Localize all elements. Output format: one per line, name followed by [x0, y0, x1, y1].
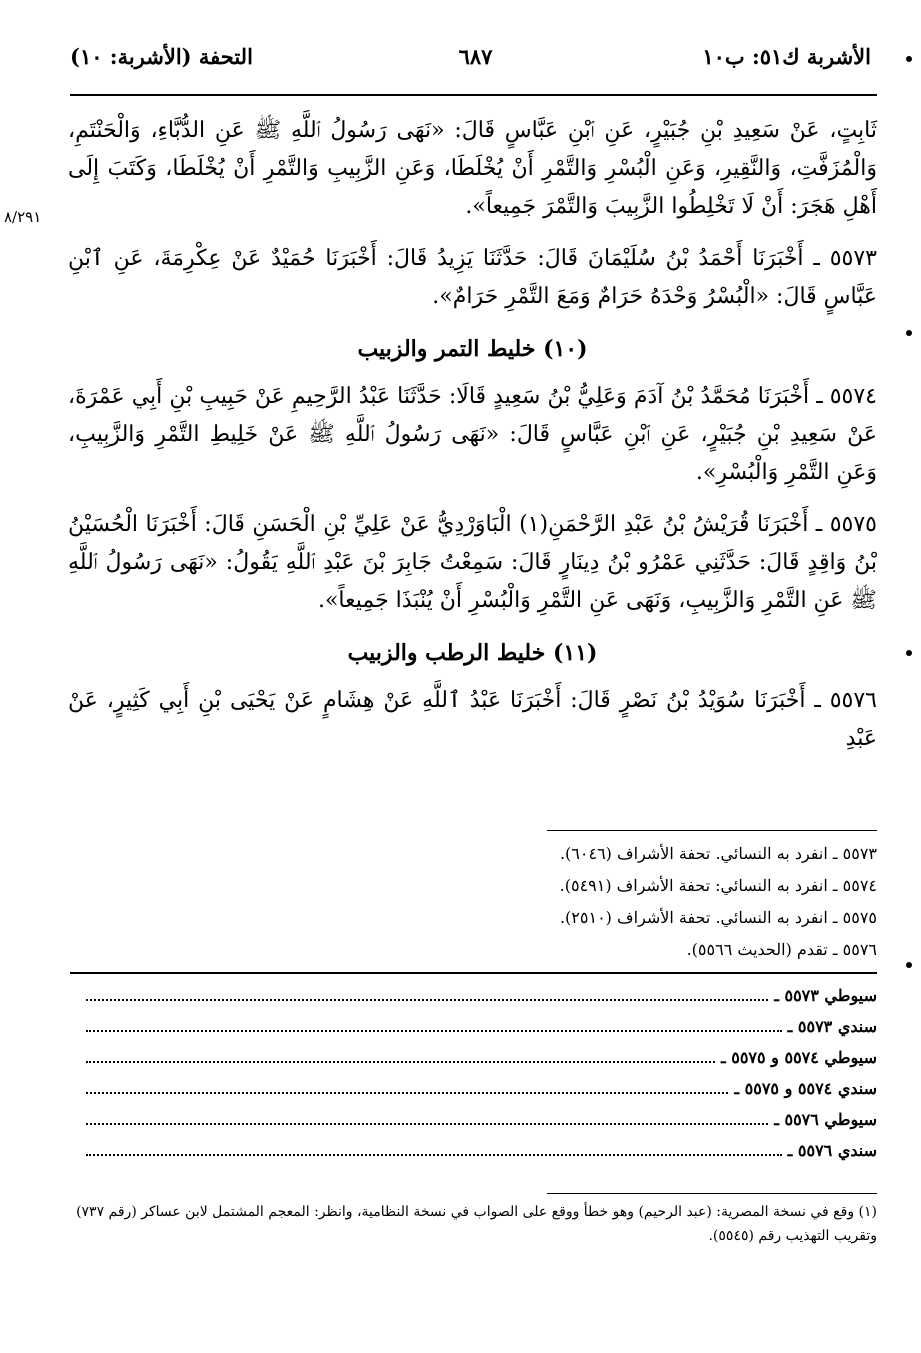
page-number: ٦٨٧ — [458, 44, 493, 69]
hadith-paragraph: ثَابِتٍ، عَنْ سَعِيدِ بْنِ جُبَيْرٍ، عَنِ ٱبْنِ عَبَّاسٍ قَالَ: «نَهَى رَسُولُ ٱللَّهِ ﷺ عَنِ الدُّبَّاءِ، وَالْحَنْتَمِ، وَالْمُزَفَّتِ، وَالنَّقِيرِ، وَعَنِ الْبُسْرِ وَالتَّمْرِ أَنْ يُخْلَطَا، وَعَنِ الزَّبِيبِ وَالتَّمْرِ أَنْ يُخْلَطَا، وَكَتَبَ إِلَى أَهْلِ هَجَرَ: أَنْ لَا تَخْلِطُوا الزَّبِيبَ وَالتَّمْرَ جَمِيعاً». — [68, 118, 878, 219]
takhrij-note: ٥٥٧٤ ـ انفرد به النسائي: تحفة الأشراف (٥٤٩١). — [559, 876, 877, 895]
section-heading: (١٠) خليط التمر والزبيب — [357, 336, 588, 362]
takhrij-note: ٥٥٧٦ ـ تقدم (الحديث ٥٥٦٦). — [686, 940, 877, 959]
hadith-paragraph: ٥٥٧٦ ـ أَخْبَرَنَا سُوَيْدُ بْنُ نَصْرٍ قَالَ: أَخْبَرَنَا عَبْدُ ٱللَّهِ عَنْ هِشَامٍ عَنْ يَحْيَى بْنِ أَبِي كَثِيرٍ، عَنْ عَبْدِ — [68, 688, 877, 751]
takhrij-note: ٥٥٧٣ ـ انفرد به النسائي. تحفة الأشراف (٦٠٤٦). — [559, 844, 877, 863]
ref-row — [70, 1011, 877, 1042]
ref-label: سيوطي ٥٥٧٦ ـ — [774, 1110, 877, 1129]
ref-label: سيوطي ٥٥٧٣ ـ — [774, 986, 877, 1005]
ref-label: سيوطي ٥٥٧٤ و ٥٥٧٥ ـ — [720, 1048, 877, 1067]
footnote-rule — [547, 1193, 877, 1194]
refs-rule — [70, 972, 877, 974]
page-header — [70, 44, 881, 84]
dot-leader — [86, 1029, 782, 1032]
tuhfa-label: التحفة (الأشربة: ١٠) — [70, 44, 253, 69]
margin-dot — [906, 56, 912, 62]
footnote-rule — [547, 830, 877, 831]
dot-leader — [86, 1153, 782, 1156]
ref-row — [70, 1135, 877, 1166]
section-heading: (١١) خليط الرطب والزبيب — [347, 640, 598, 666]
dot-leader — [86, 1122, 768, 1125]
ref-row — [70, 980, 877, 1011]
dot-leader — [86, 1091, 728, 1094]
ref-row — [70, 1104, 877, 1135]
margin-dot — [906, 962, 912, 968]
hadith-paragraph: ٥٥٧٤ ـ أَخْبَرَنَا مُحَمَّدُ بْنُ آدَمَ وَعَلِيُّ بْنُ سَعِيدٍ قَالَا: حَدَّثَنَا عَبْدُ الرَّحِيمِ عَنْ حَبِيبِ بْنِ أَبِي عَمْرَةَ، عَنْ سَعِيدِ بْنِ جُبَيْرٍ، عَنِ ٱبْنِ عَبَّاسٍ قَالَ: «نَهَى رَسُولُ ٱللَّهِ ﷺ عَنْ خَلِيطِ التَّمْرِ وَالزَّبِيبِ، وَعَنِ التَّمْرِ وَالْبُسْرِ». — [68, 384, 877, 485]
commentary-refs — [70, 980, 877, 1166]
main-text — [68, 112, 877, 772]
dot-leader — [86, 1060, 715, 1063]
hadith-paragraph: ٥٥٧٣ ـ أَخْبَرَنَا أَحْمَدُ بْنُ سُلَيْمَانَ قَالَ: حَدَّثَنَا يَزِيدُ قَالَ: أَخْبَرَنَا حُمَيْدٌ عَنْ عِكْرِمَةَ، عَنِ ٱبْنِ عَبَّاسٍ قَالَ: «الْبُسْرُ وَحْدَهُ حَرَامٌ وَمَعَ التَّمْرِ حَرَامٌ». — [68, 246, 877, 309]
takhrij-note: ٥٥٧٥ ـ انفرد به النسائي. تحفة الأشراف (٢٥١٠). — [559, 908, 877, 927]
chapter-label: الأشربة ك٥١: ب١٠ — [702, 44, 871, 69]
ref-label: سندي ٥٥٧٣ ـ — [787, 1017, 877, 1036]
margin-reference: ٨/٢٩١ — [4, 208, 42, 226]
margin-dot — [906, 330, 912, 336]
ref-label: سندي ٥٥٧٦ ـ — [787, 1141, 877, 1160]
margin-dot — [906, 650, 912, 656]
footnote-1: (١) وقع في نسخة المصرية: (عبد الرحيم) وهو خطأ ووقع على الصواب في نسخة النظامية، وانظر: المعجم المشتمل لابن عساكر (رقم ٧٣٧) وتقريب التهذيب رقم (٥٥٤٥). — [76, 1204, 877, 1244]
ref-label: سندي ٥٥٧٤ و ٥٥٧٥ ـ — [734, 1079, 877, 1098]
dot-leader — [86, 998, 768, 1001]
ref-row — [70, 1042, 877, 1073]
ref-row — [70, 1073, 877, 1104]
header-rule — [70, 94, 877, 96]
takhrij-notes — [70, 838, 877, 966]
hadith-paragraph: ٥٥٧٥ ـ أَخْبَرَنَا قُرَيْشُ بْنُ عَبْدِ الرَّحْمَنِ(١) الْبَاوَرْدِيُّ عَنْ عَلِيِّ بْنِ الْحَسَنِ قَالَ: أَخْبَرَنَا الْحُسَيْنُ بْنُ وَاقِدٍ قَالَ: حَدَّثَنِي عَمْرُو بْنُ دِينَارٍ قَالَ: سَمِعْتُ جَابِرَ بْنَ عَبْدِ ٱللَّهِ يَقُولُ: «نَهَى رَسُولُ ٱللَّهِ ﷺ عَنِ التَّمْرِ وَالزَّبِيبِ، وَنَهَى عَنِ التَّمْرِ وَالْبُسْرِ أَنْ يُنْبَذَا جَمِيعاً». — [68, 512, 877, 613]
